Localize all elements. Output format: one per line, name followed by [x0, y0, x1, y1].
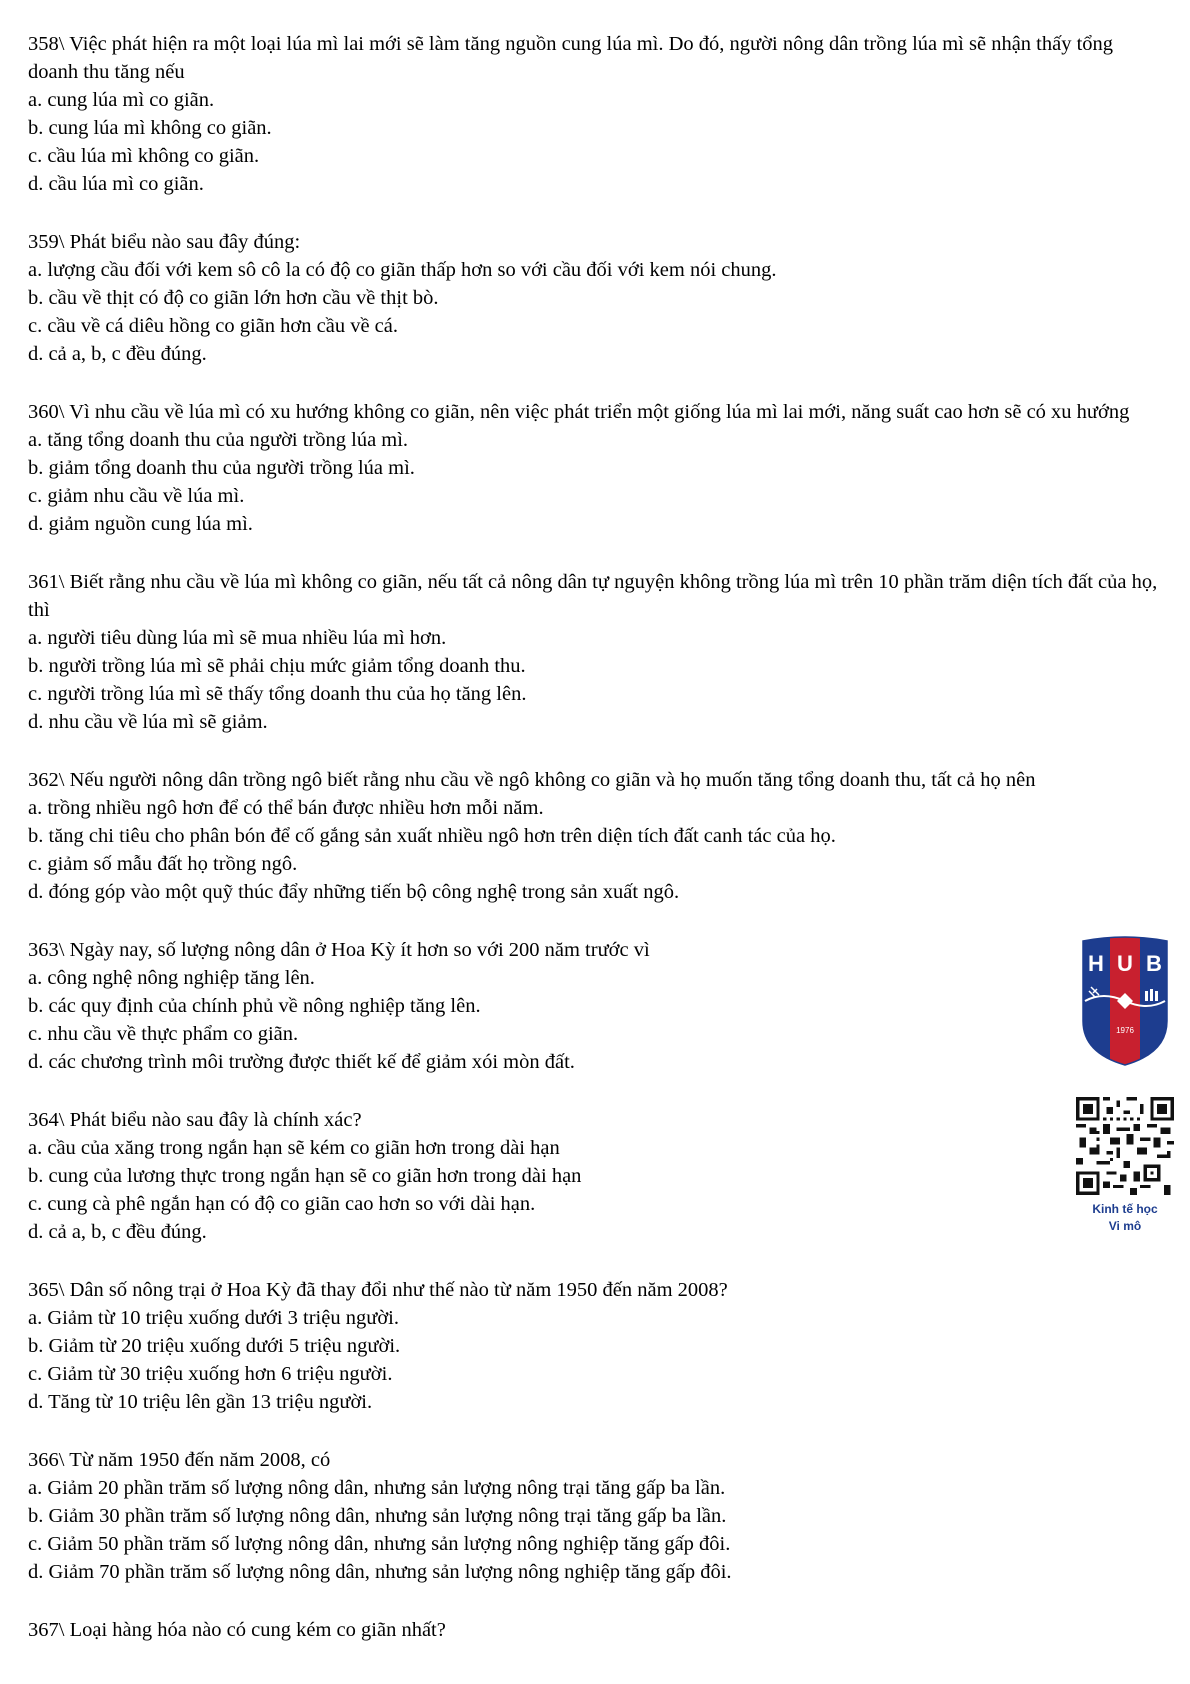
- option-c: c. giảm số mẫu đất họ trồng ngô.: [28, 853, 298, 875]
- option-d: d. giảm nguồn cung lúa mì.: [28, 513, 253, 535]
- option-c: c. cầu về cá diêu hồng co giãn hơn cầu về cá.: [28, 315, 398, 337]
- caption-line-1: Kinh tế học: [1092, 1202, 1158, 1216]
- option-d: d. cả a, b, c đều đúng.: [28, 1221, 207, 1243]
- option-b: b. cầu về thịt có độ co giãn lớn hơn cầu về thịt bò.: [28, 287, 439, 309]
- option-a: a. Giảm 20 phần trăm số lượng nông dân, nhưng sản lượng nông trại tăng gấp ba lần.: [28, 1477, 726, 1499]
- logo-letter-h: H: [1088, 951, 1104, 976]
- document-page: [28, 30, 1168, 1674]
- option-b: b. Giảm 30 phần trăm số lượng nông dân, nhưng sản lượng nông trại tăng gấp ba lần.: [28, 1505, 727, 1527]
- option-b: b. tăng chi tiêu cho phân bón để cố gắng sản xuất nhiều ngô hơn trên diện tích đất canh tác của họ.: [28, 825, 836, 847]
- question-362: [28, 766, 1168, 906]
- option-b: b. các quy định của chính phủ về nông nghiệp tăng lên.: [28, 995, 481, 1017]
- option-a: a. người tiêu dùng lúa mì sẽ mua nhiều lúa mì hơn.: [28, 627, 447, 649]
- question-stem: 366\ Từ năm 1950 đến năm 2008, có: [28, 1449, 331, 1471]
- option-d: d. cầu lúa mì co giãn.: [28, 173, 204, 195]
- option-d: d. đóng góp vào một quỹ thúc đẩy những tiến bộ công nghệ trong sản xuất ngô.: [28, 881, 680, 903]
- option-b: b. Giảm từ 20 triệu xuống dưới 5 triệu người.: [28, 1335, 401, 1357]
- question-360: [28, 398, 1168, 538]
- question-stem: 359\ Phát biểu nào sau đây đúng:: [28, 231, 301, 253]
- option-c: c. nhu cầu về thực phẩm co giãn.: [28, 1023, 299, 1045]
- question-stem: 361\ Biết rằng nhu cầu về lúa mì không co giãn, nếu tất cả nông dân tự nguyện không trồng lúa mì trên 10 phần trăm diện tích đất của họ, thì: [28, 571, 1158, 621]
- option-c: c. cầu lúa mì không co giãn.: [28, 145, 260, 167]
- question-363: [28, 936, 1168, 1076]
- option-d: d. nhu cầu về lúa mì sẽ giảm.: [28, 711, 268, 733]
- option-c: c. giảm nhu cầu về lúa mì.: [28, 485, 245, 507]
- option-a: a. Giảm từ 10 triệu xuống dưới 3 triệu người.: [28, 1307, 400, 1329]
- question-stem: 360\ Vì nhu cầu về lúa mì có xu hướng không co giãn, nên việc phát triển một giống lúa mì lai mới, năng suất cao hơn sẽ có xu hướng: [28, 401, 1130, 423]
- question-359: [28, 228, 1168, 368]
- option-d: d. các chương trình môi trường được thiết kế để giảm xói mòn đất.: [28, 1051, 575, 1073]
- question-366: [28, 1446, 1168, 1586]
- option-b: b. cung lúa mì không co giãn.: [28, 117, 272, 139]
- question-361: [28, 568, 1168, 736]
- question-364: [28, 1106, 1168, 1246]
- option-d: d. Tăng từ 10 triệu lên gần 13 triệu người.: [28, 1391, 373, 1413]
- question-stem: 364\ Phát biểu nào sau đây là chính xác?: [28, 1109, 362, 1131]
- option-a: a. cầu của xăng trong ngắn hạn sẽ kém co giãn hơn trong dài hạn: [28, 1137, 560, 1159]
- question-stem: 365\ Dân số nông trại ở Hoa Kỳ đã thay đổi như thế nào từ năm 1950 đến năm 2008?: [28, 1279, 728, 1301]
- hub-logo-block: [1070, 935, 1180, 1235]
- option-c: c. Giảm 50 phần trăm số lượng nông dân, nhưng sản lượng nông nghiệp tăng gấp đôi.: [28, 1533, 731, 1555]
- option-a: a. trồng nhiều ngô hơn để có thể bán được nhiều hơn mỗi năm.: [28, 797, 544, 819]
- question-stem: 363\ Ngày nay, số lượng nông dân ở Hoa Kỳ ít hơn so với 200 năm trước vì: [28, 939, 650, 961]
- option-c: c. người trồng lúa mì sẽ thấy tổng doanh thu của họ tăng lên.: [28, 683, 527, 705]
- option-d: d. cả a, b, c đều đúng.: [28, 343, 207, 365]
- question-367: [28, 1616, 1168, 1644]
- logo-year: 1976: [1116, 1026, 1134, 1035]
- hub-shield-logo: [1079, 935, 1171, 1067]
- option-a: a. tăng tổng doanh thu của người trồng lúa mì.: [28, 429, 409, 451]
- question-stem: 362\ Nếu người nông dân trồng ngô biết rằng nhu cầu về ngô không co giãn và họ muốn tăng tổng doanh thu, tất cả họ nên: [28, 769, 1036, 791]
- question-stem: 358\ Việc phát hiện ra một loại lúa mì lai mới sẽ làm tăng nguồn cung lúa mì. Do đó, người nông dân trồng lúa mì sẽ nhận thấy tổng doanh thu tăng nếu: [28, 33, 1114, 83]
- option-b: b. người trồng lúa mì sẽ phải chịu mức giảm tổng doanh thu.: [28, 655, 526, 677]
- question-stem: 367\ Loại hàng hóa nào có cung kém co giãn nhất?: [28, 1619, 446, 1641]
- option-a: a. cung lúa mì co giãn.: [28, 89, 215, 111]
- caption-line-2: Vi mô: [1108, 1219, 1142, 1233]
- option-b: b. cung của lương thực trong ngắn hạn sẽ co giãn hơn trong dài hạn: [28, 1165, 582, 1187]
- logo-letter-u: U: [1117, 951, 1133, 976]
- option-b: b. giảm tổng doanh thu của người trồng lúa mì.: [28, 457, 415, 479]
- option-a: a. lượng cầu đối với kem sô cô la có độ co giãn thấp hơn so với cầu đối với kem nói chung.: [28, 259, 777, 281]
- qr-code-icon: [1076, 1097, 1174, 1195]
- option-d: d. Giảm 70 phần trăm số lượng nông dân, nhưng sản lượng nông nghiệp tăng gấp đôi.: [28, 1561, 732, 1583]
- question-365: [28, 1276, 1168, 1416]
- option-c: c. Giảm từ 30 triệu xuống hơn 6 triệu người.: [28, 1363, 393, 1385]
- logo-letter-b: B: [1146, 951, 1162, 976]
- option-c: c. cung cà phê ngắn hạn có độ co giãn cao hơn so với dài hạn.: [28, 1193, 536, 1215]
- question-358: [28, 30, 1168, 198]
- logo-caption: [1070, 1201, 1180, 1235]
- option-a: a. công nghệ nông nghiệp tăng lên.: [28, 967, 315, 989]
